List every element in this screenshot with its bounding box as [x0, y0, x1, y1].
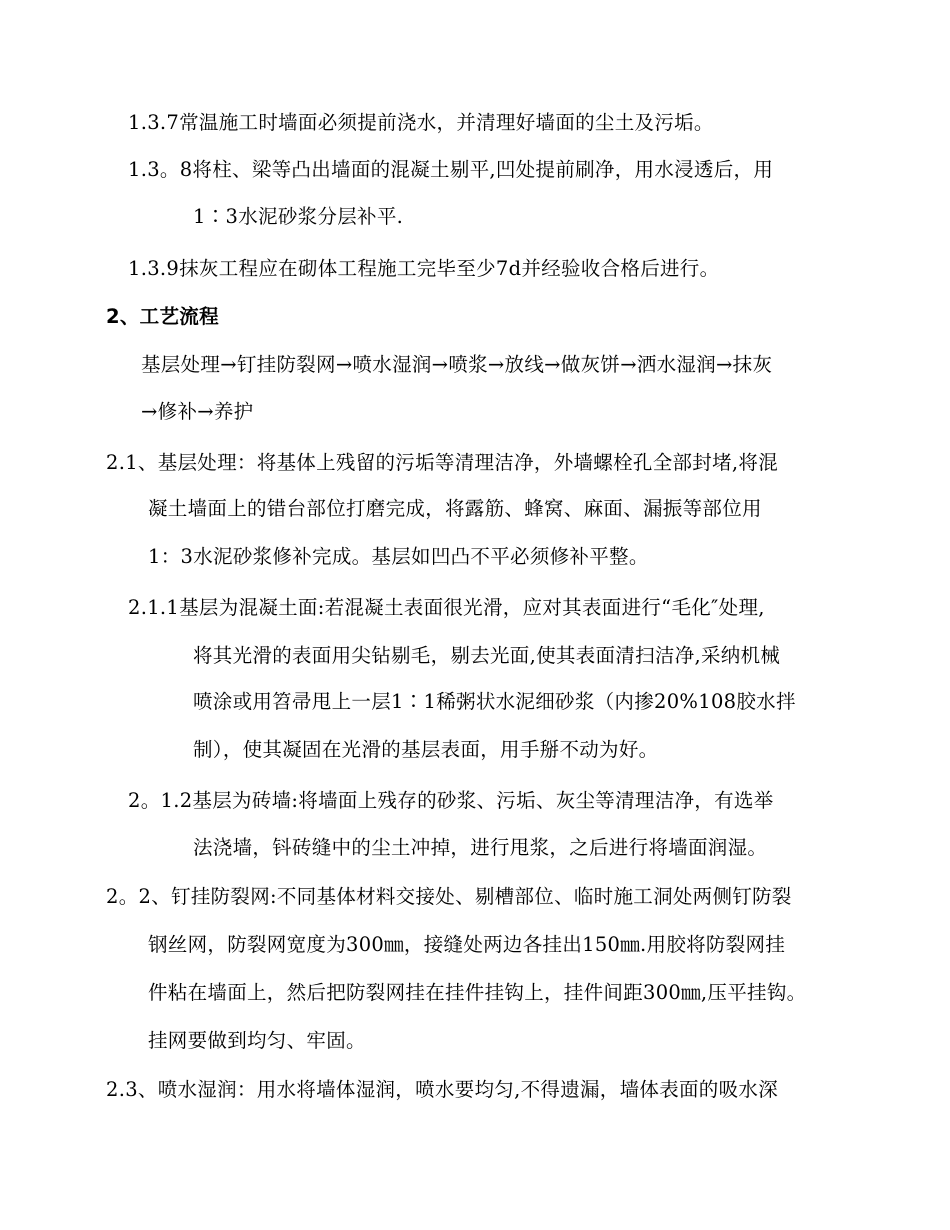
paragraph-line: 2。1.2基层为砖墙:将墙面上残存的砂浆、污垢、灰尘等清理洁净，有选举 — [128, 789, 774, 812]
paragraph-line: 凝土墙面上的错台部位打磨完成，将露筋、蜂窝、麻面、漏振等部位用 — [148, 497, 762, 520]
paragraph-line: 2。2、钉挂防裂网:不同基体材料交接处、剔槽部位、临时施工洞处两侧钉防裂 — [106, 885, 792, 908]
paragraph-line: 钢丝网，防裂网宽度为300㎜，接缝处两边各挂出150㎜.用胶将防裂网挂 — [148, 933, 786, 956]
paragraph-line: 1.3.9抹灰工程应在砌体工程施工完毕至少7d并经验收合格后进行。 — [128, 257, 720, 280]
paragraph-line: 件粘在墙面上，然后把防裂网挂在挂件挂钩上，挂件间距300㎜,压平挂钩。 — [148, 981, 807, 1004]
paragraph-line: 2.1、基层处理：将基体上残留的污垢等清理洁净，外墙螺栓孔全部封堵,将混 — [106, 451, 779, 474]
paragraph-line: 1∶3水泥砂浆分层补平. — [193, 205, 404, 228]
paragraph-line: →修补→养护 — [141, 400, 254, 423]
paragraph-line: 挂网要做到均匀、牢固。 — [148, 1029, 366, 1052]
paragraph-line: 喷涂或用笤帚甩上一层1∶1稀粥状水泥细砂浆（内掺20%108胶水拌 — [193, 690, 796, 713]
paragraph-line: 2.1.1基层为混凝土面:若混凝土表面很光滑，应对其表面进行“毛化″处理, — [128, 596, 765, 619]
paragraph-line: 1：3水泥砂浆修补完成。基层如凹凸不平必须修补平整。 — [148, 545, 649, 568]
section-heading: 2、工艺流程 — [106, 305, 219, 328]
paragraph-line: 制），使其凝固在光滑的基层表面，用手掰不动为好。 — [193, 738, 659, 761]
paragraph-line: 法浇墙，钭砖缝中的尘土冲掉，进行甩浆，之后进行将墙面润湿。 — [193, 836, 768, 859]
paragraph-line: 1.3。8将柱、梁等凸出墙面的混凝土剔平,凹处提前刷净，用水浸透后，用 — [128, 158, 774, 181]
paragraph-line: 将其光滑的表面用尖钻剔毛，剔去光面,使其表面清扫洁净,采纳机械 — [193, 644, 781, 667]
paragraph-line: 基层处理→钉挂防裂网→喷水湿润→喷浆→放线→做灰饼→洒水湿润→抹灰 — [141, 353, 773, 376]
paragraph-line: 1.3.7常温施工时墙面必须提前浇水，并清理好墙面的尘土及污垢。 — [128, 111, 714, 134]
paragraph-line: 2.3、喷水湿润：用水将墙体湿润，喷水要均匀,不得遗漏，墙体表面的吸水深 — [106, 1078, 779, 1101]
